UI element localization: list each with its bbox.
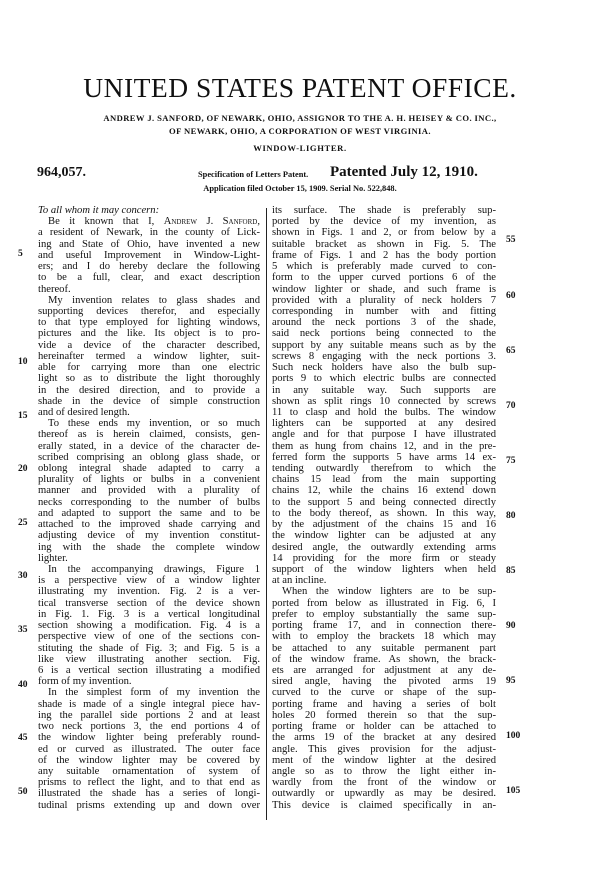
text-line: plurality of lights or bulbs in a convenient [38,474,260,486]
text-line: shown as split rings 10 connected by screws [272,395,496,407]
text-line: window lighter or shade, and such frame is [272,283,496,295]
text-line: thereof as is herein claimed, consists, gen- [38,429,260,441]
text-line: to be a full, clear, and exact description [38,272,260,284]
text-line: in Fig. 1. Fig. 3 is a vertical longitudinal [38,608,260,620]
text-line: angle so as to throw the light either in- [272,765,496,777]
line-number: 55 [506,235,516,245]
text-line: suitable bracket as shown in Fig. 5. The [272,238,496,250]
text-line: When the window lighters are to be sup- [282,586,496,598]
text-line: around the neck portions 3 of the shade, [272,317,496,329]
text-line: curved to the curve or shape of the sup- [272,687,496,699]
page-title: UNITED STATES PATENT OFFICE. [83,72,517,103]
text-line: corresponding in number with and fitting [272,305,496,317]
text-line: In the accompanying drawings, Figure 1 [48,564,260,575]
text-line: its surface. The shade is preferably sup- [272,205,496,216]
text-line: form of my invention. [38,676,132,688]
patented-date: Patented July 12, 1910. [330,164,478,180]
line-number: 105 [506,786,521,796]
line-number: 5 [18,249,23,259]
text-line: support of the window lighters when held [272,564,496,575]
text-line: supporting devices therefor, and especially [38,305,260,317]
text-line: tical transverse section of the device shown [38,597,260,609]
text-line: vide a device of the character described, [38,339,260,351]
line-number: 45 [18,733,28,743]
text-line: Be it known that I, Andrew J. Sanford, [48,216,260,228]
line-number: 100 [506,731,521,741]
column-divider [266,208,267,820]
text-line: like view illustrating another section. Fig. [38,653,260,665]
text-line: ferred form the supports 5 have arms 14 ex- [272,451,496,463]
text-line: to that type employed for lighting windows, [38,317,260,329]
text-line: lighters can be supported at any desired [272,418,496,430]
text-line: a resident of Newark, in the county of Lick- [38,227,260,239]
text-line: To these ends my invention, or so much [48,418,260,430]
text-line: This device is claimed specifically in an- [272,799,496,811]
text-line: ports 9 to which electric bulbs are connected [272,373,496,385]
salutation: To all whom it may concern: [38,205,160,216]
patent-subject: WINDOW-LIGHTER. [253,143,347,153]
text-line: be attached to any suitable permanent part [272,642,496,654]
text-line: sired angle, having the pivoted arms 19 [272,676,496,688]
text-line: and useful Improvement in Window-Light- [38,249,260,261]
text-line: adjusting device of my invention constitut- [38,530,260,542]
text-line: hereinafter termed a window lighter, suit- [38,350,260,362]
text-line: in the desired direction, and to provide a [38,384,260,396]
text-line: shown in Figs. 1 and 2, or from below by a [272,227,496,239]
text-line: chains 15 lead from the main supporting [272,474,496,486]
text-line: wardly from the front of the window or [272,777,496,789]
text-line: 5 which is preferably made curved to con- [272,261,496,273]
text-line: stituting the shade of Fig. 3; and Fig. 5 is a [38,642,260,654]
text-line: porting frame 17, and in connection there- [272,620,496,632]
text-line: angle. This gives provision for the adjust- [272,743,496,755]
text-line: section showing a modification. Fig. 4 is a [38,620,260,632]
text-line: at an incline. [272,575,327,587]
text-line: the window lighter being preferably round- [38,732,260,744]
text-line: thereof. [38,283,71,295]
line-number: 10 [18,357,28,367]
line-number: 20 [18,464,28,474]
text-line: lighter. [38,552,68,564]
text-line: to the support 5 and being connected directly [272,496,496,508]
text-line: illustrating my invention. Fig. 2 is a ver- [38,586,260,598]
text-line: ing the parallel side portions 2 and at least [38,709,260,721]
text-line: scribed comprising an oblong glass shade, or [38,451,260,463]
line-number: 75 [506,456,516,466]
text-line: with to employ the brackets 18 which may [272,631,496,643]
text-line: them as hung from chains 12, and in the pre- [272,440,496,452]
text-line: My invention relates to glass shades and [48,294,260,306]
text-line: prefer to employ substantially the same sup- [272,608,496,620]
text-line: to the body thereof, as shown. In this way, [272,507,496,519]
line-number: 40 [18,680,28,690]
line-number: 80 [506,511,516,521]
text-line: the arms 19 of the bracket at any desired [272,732,496,744]
line-number: 15 [18,411,28,421]
text-line: ment of the window lighter at the desired [272,754,496,766]
text-line: desired angle, the outwardly extending arms [272,541,496,553]
text-line: in any suitable way. Such supports are [272,384,496,396]
text-line: pictures and the like. Its object is to pro- [38,328,260,340]
text-line: screws 8 engaging with the neck portions 3. [272,350,496,362]
text-line: ets are arranged for adjustment at any de- [272,664,496,676]
text-line: ing with the shade the complete window [38,541,260,553]
inventor-line-1: ANDREW J. SANFORD, OF NEWARK, OHIO, ASSIGNOR TO THE A. H. HEISEY & CO. INC., [103,113,497,123]
line-number: 95 [506,676,516,686]
text-line: ported by the device of my invention, as [272,216,496,228]
text-line: attached to the improved shade carrying and [38,519,260,531]
text-line: and of desired length. [38,406,130,418]
text-line: any suitable ornamentation of system of [38,765,260,777]
text-line: perspective view of one of the sections con- [38,631,260,643]
text-line: provided with a plurality of neck holders 7 [272,294,496,306]
patent-number: 964,057. [37,165,86,180]
text-line: and adapted to support the same and to be [38,507,260,519]
line-number: 35 [18,625,28,635]
text-line: tending outwardly therefrom to which the [272,463,496,475]
inventor-line-2: OF NEWARK, OHIO, A CORPORATION OF WEST VIRGINIA. [169,125,431,136]
text-line: ers; and I do hereby declare the following [38,261,260,273]
line-number: 85 [506,566,516,576]
text-line: tudinal prisms extending up and down over [38,799,260,811]
line-number: 50 [18,787,28,797]
specification-label: Specification of Letters Patent. [198,170,309,179]
line-number: 60 [506,291,516,301]
text-line: outwardly or upwardly as may be desired. [272,788,496,800]
text-line: 14 providing for the more firm or steady [272,552,496,564]
left-text-column [38,205,260,811]
text-line: light so as to distribute the light thoroughly [38,373,260,385]
text-line: shade is made of a single integral piece hav- [38,698,260,710]
text-line: able for carrying more than one electric [38,362,260,374]
text-line: said neck portions being connected to the [272,328,496,340]
text-line: of the window frame. As shown, the brack- [272,653,496,665]
text-line: In the simplest form of my invention the [48,687,260,699]
line-number: 25 [18,518,28,528]
text-line: form to the upper curved portions 6 of the [272,272,496,284]
text-line: frame of Figs. 1 and 2 has the body portion [272,249,496,261]
text-line: ed or curved as illustrated. The outer face [38,743,260,755]
text-line: two neck portions 3, the end portions 4 of [38,721,260,733]
line-number: 70 [506,401,516,411]
line-number: 65 [506,346,516,356]
application-filed: Application filed October 15, 1909. Serial No. 522,848. [203,184,397,193]
text-line: holes 20 formed therein so that the sup- [272,709,496,721]
text-line: chains 12, while the chains 16 extend down [272,485,496,497]
text-line: illustrated the shade has a series of longi- [38,788,260,800]
text-line: prisms to reflect the light, and to that end as [38,777,260,789]
text-line: 6 is a vertical section illustrating a modified [38,664,260,676]
text-line: angle and for that purpose I have illustrated [272,429,496,441]
text-line: is a perspective view of a window lighter [38,575,260,587]
text-line: 11 to clasp and hold the bulbs. The window [272,406,496,418]
text-line: oblong integral shade adapted to carry a [38,463,260,475]
text-line: porting frame and having a series of bolt [272,698,496,710]
text-line: Such neck holders have also the bulb sup- [272,362,496,374]
text-line: porting frame or holder can be attached to [272,721,496,733]
inventor-assignment [0,112,600,137]
text-line: support by any suitable means such as by the [272,339,496,351]
text-line: ported from below as illustrated in Fig. 6, I [272,597,496,609]
text-line: of the window lighter may be covered by [38,754,260,766]
line-number: 30 [18,571,28,581]
text-line: manner and provided with a plurality of [38,485,260,497]
text-line: ing and State of Ohio, have invented a new [38,238,260,250]
line-number: 90 [506,621,516,631]
text-line: the window lighter can be adjusted at any [272,530,496,542]
right-text-column [272,205,496,811]
text-line: necks corresponding to the number of bulbs [38,496,260,508]
text-line: shade in the device of simple construction [38,395,260,407]
text-line: by the adjustment of the chains 15 and 16 [272,519,496,531]
text-line: erally stated, in a device of the character de- [38,440,260,452]
